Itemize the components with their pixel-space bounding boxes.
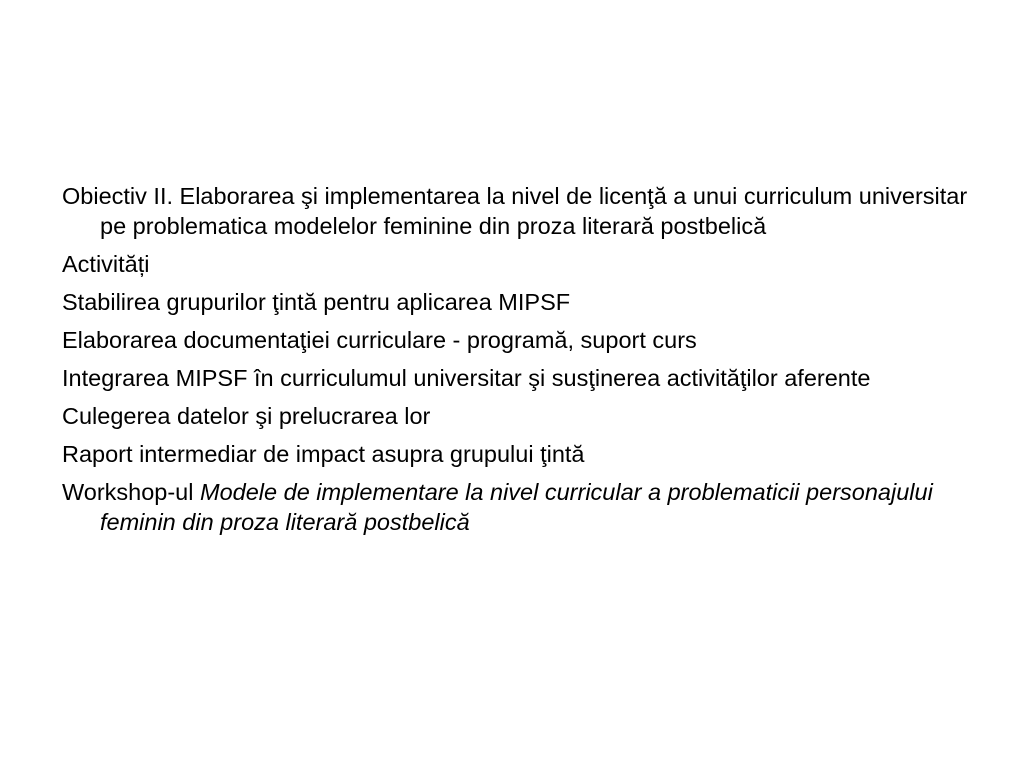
paragraph-objective: Obiectiv II. Elaborarea şi implementarea la nivel de licenţă a unui curriculum universitar pe problematica modelelor feminine din proza literară postbelică	[62, 183, 968, 239]
paragraph-activity-curricular-docs: Elaborarea documentaţiei curriculare - programă, suport curs	[62, 327, 697, 353]
workshop-title: Modele de implementare la nivel curricular a problematicii personajului feminin din proza literară postbelică	[100, 479, 933, 535]
workshop-prefix: Workshop-ul	[62, 479, 201, 505]
paragraph-activity-target-groups: Stabilirea grupurilor ţintă pentru aplicarea MIPSF	[62, 289, 571, 315]
paragraph-activity-impact-report: Raport intermediar de impact asupra grupului ţintă	[62, 441, 585, 467]
slide-content	[62, 181, 972, 545]
paragraph-workshop	[62, 477, 972, 537]
paragraph-activities-heading: Activități	[62, 251, 150, 277]
paragraph-activity-integration: Integrarea MIPSF în curriculumul universitar şi susţinerea activităţilor aferente	[62, 365, 871, 391]
paragraph-activity-data-collection: Culegerea datelor şi prelucrarea lor	[62, 403, 431, 429]
